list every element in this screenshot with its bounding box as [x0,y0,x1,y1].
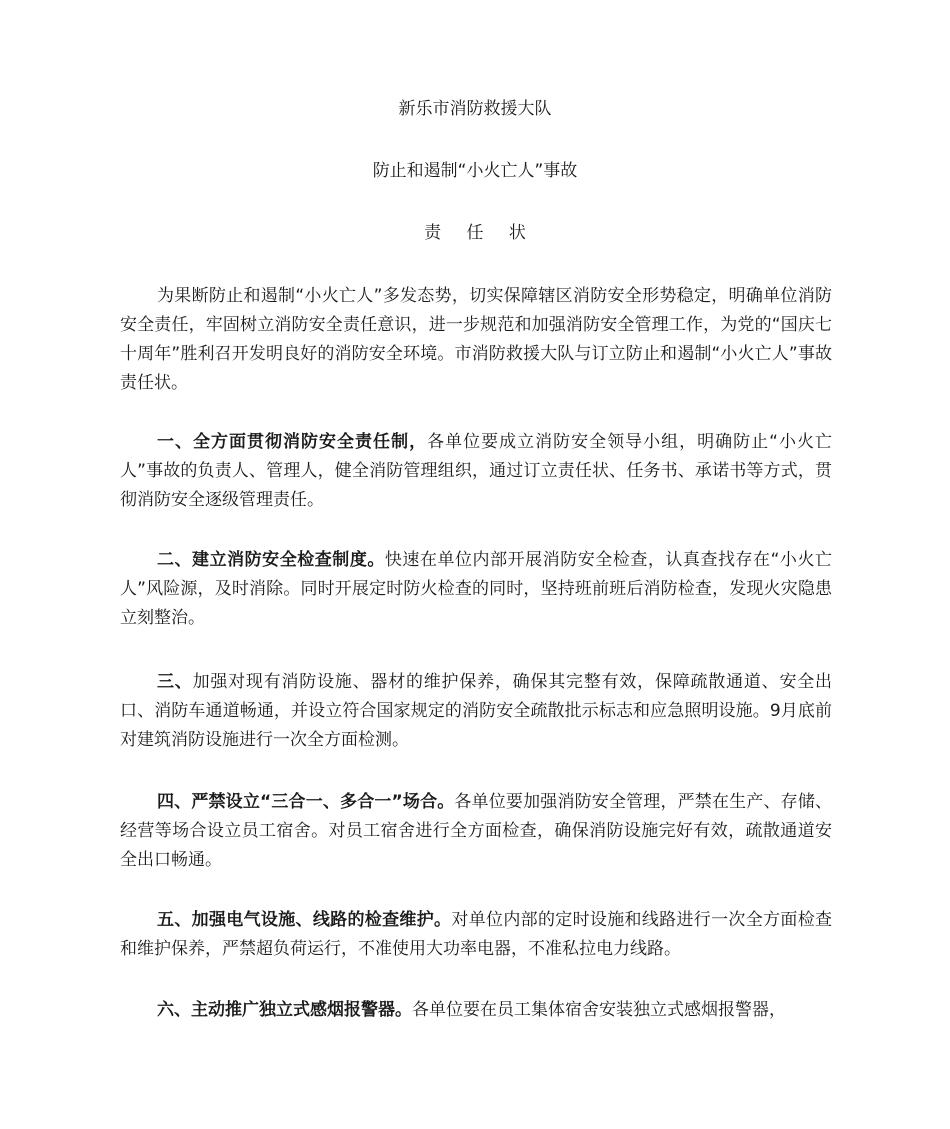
intro-paragraph: 为果断防止和遏制“小火亡人”多发态势，切实保障辖区消防安全形势稳定，明确单位消防安全责任，牢固树立消防安全责任意识，进一步规范和加强消防安全管理工作，为党的“国庆七十周年”胜利召开发明良好的消防安全环境。市消防救援大队与订立防止和遏制“小火亡人”事故责任状。 [120,286,832,393]
clause-paragraph [120,428,832,515]
clause-text: 加强对现有消防设施、器材的维护保养，确保其完整有效，保障疏散通道、安全出口、消防车通道畅通，并设立符合国家规定的消防安全疏散批示标志和应急照明设施。9月底前对建筑消防设施进行一次全方面检测。 [120,672,833,750]
clause-paragraph [120,546,832,633]
clause-text: 对单位内部的定时设施和线路进行一次全方面检查和维护保养，严禁超负荷运行，不准使用大功率电器，不准私拉电力线路。 [120,910,833,959]
clause-heading: 二、建立消防安全检查制度。 [157,550,385,570]
clause-paragraph [120,996,832,1025]
clause-text: 各单位要在员工集体宿舍安装独立式感烟报警器， [412,1000,786,1020]
clause-text: 各单位要加强消防安全管理，严禁在生产、存储、经营等场合设立员工宿舍。对员工宿舍进行全方面检查，确保消防设施完好有效，疏散通道安全出口畅通。 [120,792,832,870]
clause-paragraph [120,668,832,755]
clause-paragraph [120,906,832,964]
clause-heading: 三、 [157,672,193,692]
clause-text: 各单位要成立消防安全领导小组，明确防止“小火亡人”事故的负责人、管理人，健全消防管理组织，通过订立责任状、任务书、承诺书等方式，贯彻消防安全逐级管理责任。 [120,432,832,510]
document-subject: 防止和遏制“小火亡人”事故 [372,161,578,181]
clause-heading: 一、全方面贯彻消防安全责任制， [157,432,428,452]
clause-paragraph [120,788,832,875]
clause-heading: 六、主动推广独立式感烟报警器。 [157,1000,412,1020]
clause-heading: 五、加强电气设施、线路的检查维护。 [157,910,452,930]
issuing-organization: 新乐市消防救援大队 [398,99,552,119]
document-type-title: 责 任 状 [424,223,536,243]
clause-heading: 四、严禁设立“三合一、多合一”场合。 [157,792,455,812]
clause-text: 快速在单位内部开展消防安全检查，认真查找存在“小火亡人”风险源，及时消除。同时开展定时防火检查的同时，坚持班前班后消防检查，发现火灾隐患立刻整治。 [120,550,832,628]
